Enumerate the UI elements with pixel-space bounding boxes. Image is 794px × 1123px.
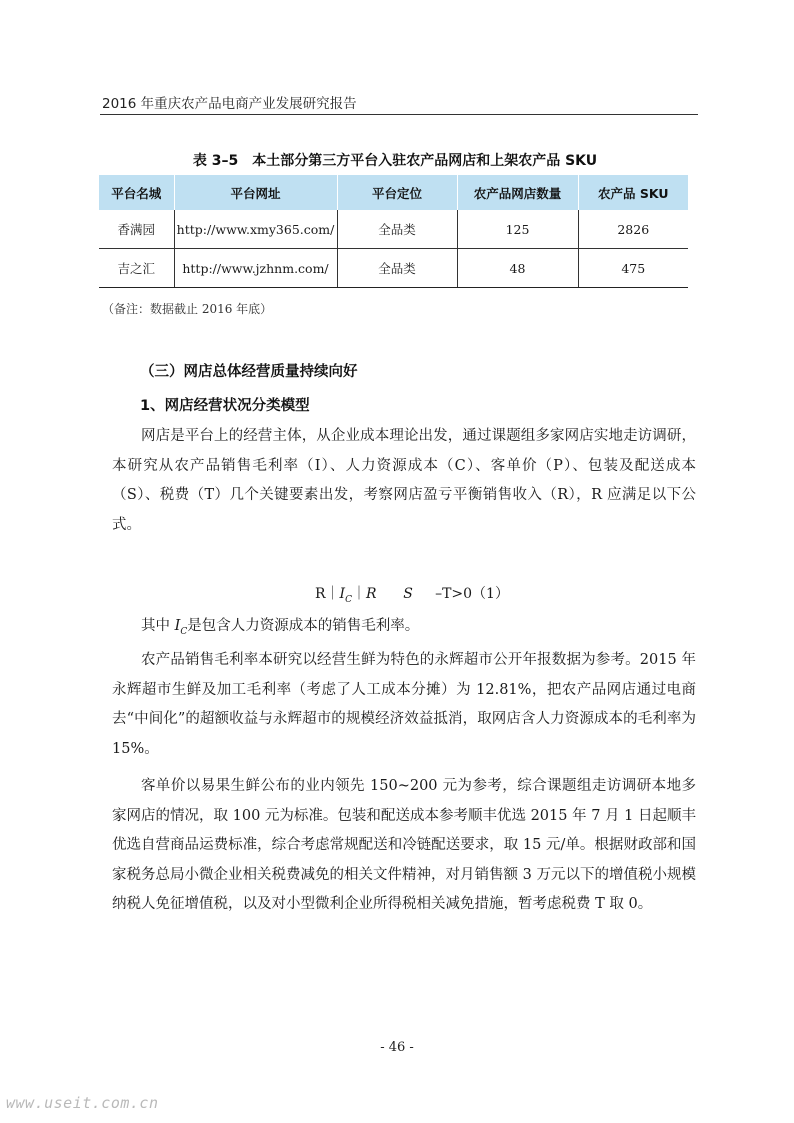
- formula-sub-c: C: [345, 594, 352, 605]
- text-fragment: 其中: [141, 618, 175, 634]
- formula-part: ｜: [351, 586, 366, 602]
- column-header-platform-name: 平台名城: [99, 175, 174, 210]
- cell-store-count: 48: [457, 249, 578, 288]
- formula-var-ic: I: [339, 586, 346, 602]
- formula-part: –T>0（1）: [435, 586, 509, 602]
- table-row: [99, 210, 688, 249]
- running-header: 2016 年重庆农产品电商产业发展研究报告: [102, 96, 357, 112]
- cell-sku: 2826: [578, 210, 688, 249]
- subsection-heading: 1、网店经营状况分类模型: [140, 398, 310, 414]
- cell-platform-name: 吉之汇: [99, 249, 174, 288]
- platform-table: [99, 175, 688, 288]
- var-sub-c: C: [180, 626, 188, 637]
- cell-platform-name: 香满园: [99, 210, 174, 249]
- formula-var-s: S: [403, 586, 413, 602]
- table-note: （备注：数据截止 2016 年底）: [102, 302, 273, 316]
- cell-store-count: 125: [457, 210, 578, 249]
- paragraph-costs: 客单价以易果生鲜公布的业内领先 150~200 元为参考，综合课题组走访调研本地多家网店的情况，取 100 元为标准。包装和配送成本参考顺丰优选 2015 年 7 月 1 日起顺丰优选自营商品运费标准，综合考虑常规配送和冷链配送要求，取 15 元/单。根据财政部和国家税务总局小微企业相关税费减免的相关文件精神，对月销售额 3 万元以下的增值税小规模纳税人免征增值税，以及对小型微利企业所得税相关减免措施，暂考虑税费 T 取 0。: [112, 778, 696, 912]
- text-fragment: 是包含人力资源成本的销售毛利率。: [187, 618, 420, 634]
- column-header-sku: 农产品 SKU: [578, 175, 688, 210]
- formula-part: R｜: [315, 586, 340, 602]
- table-row: [99, 249, 688, 288]
- page-number: - 46 -: [380, 1040, 414, 1055]
- paragraph-ic-definition: [112, 612, 696, 647]
- formula: [315, 583, 509, 605]
- var-ic: I: [174, 618, 181, 634]
- formula-var-r: R: [365, 586, 377, 602]
- header-divider: [100, 114, 698, 115]
- table-header-row: [99, 175, 688, 210]
- cell-platform-positioning: 全品类: [337, 210, 457, 249]
- column-header-store-count: 农产品网店数量: [457, 175, 578, 210]
- column-header-platform-positioning: 平台定位: [337, 175, 457, 210]
- paragraph-model-intro: 网店是平台上的经营主体，从企业成本理论出发，通过课题组多家网店实地走访调研，本研究从农产品销售毛利率（I）、人力资源成本（C）、客单价（P）、包装及配送成本（S）、税费（T）几个关键要素出发，考察网店盈亏平衡销售收入（R），R 应满足以下公式。: [112, 428, 696, 533]
- paragraph-gross-margin: 农产品销售毛利率本研究以经营生鲜为特色的永辉超市公开年报数据为参考。2015 年永辉超市生鲜及加工毛利率（考虑了人工成本分摊）为 12.81%，把农产品网店通过电商去“中间化”的超额收益与永辉超市的规模经济效益抵消，取网店含人力资源成本的毛利率为 15%。: [112, 652, 696, 757]
- cell-platform-url: http://www.xmy365.com/: [174, 210, 337, 249]
- watermark: www.useit.com.cn: [6, 1094, 159, 1112]
- table-caption: 表 3–5 本土部分第三方平台入驻农产品网店和上架农产品 SKU: [192, 153, 598, 169]
- cell-sku: 475: [578, 249, 688, 288]
- column-header-platform-url: 平台网址: [174, 175, 337, 210]
- cell-platform-positioning: 全品类: [337, 249, 457, 288]
- section-heading: （三）网店总体经营质量持续向好: [140, 364, 358, 380]
- cell-platform-url: http://www.jzhnm.com/: [174, 249, 337, 288]
